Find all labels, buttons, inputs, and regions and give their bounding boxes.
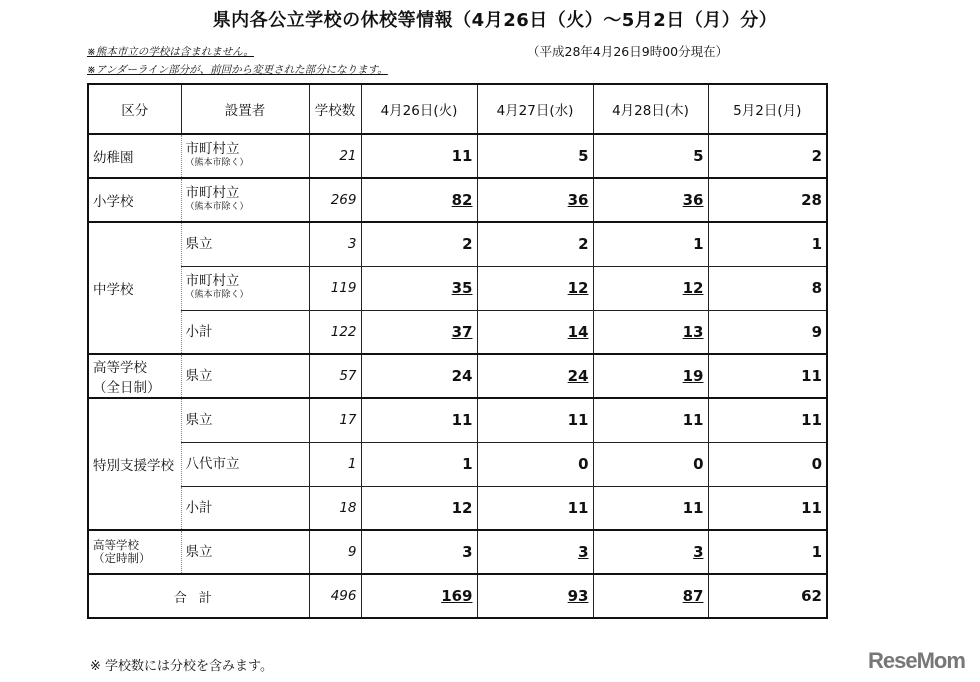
table-row [88, 398, 827, 442]
closure-value: 28 [801, 191, 822, 209]
closure-value: 12 [567, 279, 589, 297]
closure-value: 2 [578, 235, 589, 254]
resemom-logo: ReseMom [868, 648, 965, 673]
closure-value: 1 [811, 235, 822, 254]
closure-count [593, 530, 708, 574]
closure-count [708, 530, 827, 574]
closure-value: 11 [801, 411, 822, 430]
setter-note: （熊本市除く） [185, 290, 249, 300]
closure-table [87, 83, 828, 619]
school-count: 18 [309, 486, 361, 530]
total-row [88, 574, 827, 618]
closure-value: 36 [682, 191, 704, 209]
category-cell: 幼稚園 [88, 134, 181, 178]
setter-cell [181, 354, 309, 398]
closure-count [477, 442, 593, 486]
closure-value: 35 [451, 279, 473, 297]
setter-note: （熊本市除く） [185, 202, 249, 212]
closure-value: 82 [451, 191, 473, 209]
closure-count [593, 222, 708, 266]
school-count: 9 [309, 530, 361, 574]
setter-cell [181, 486, 309, 530]
closure-count [708, 134, 827, 178]
closure-count [593, 310, 708, 354]
setter-cell [181, 398, 309, 442]
school-count: 1 [309, 442, 361, 486]
setter-label: 県立 [185, 368, 213, 384]
school-count: 119 [309, 266, 361, 310]
closure-value: 11 [451, 411, 473, 430]
setter-label: 市町村立 [185, 273, 240, 289]
closure-value: 3 [693, 543, 704, 561]
table-row [88, 178, 827, 222]
total-label: 合計 [88, 574, 309, 618]
category-cell: 中学校 [88, 222, 181, 354]
closure-value: 5 [578, 147, 589, 165]
closure-count [708, 442, 827, 486]
table-row [88, 530, 827, 574]
closure-value: 0 [578, 455, 589, 473]
setter-label: 県立 [185, 412, 213, 429]
closure-value: 11 [801, 498, 822, 517]
closure-count [593, 398, 708, 442]
note-underline: ※アンダーライン部分が、前回から変更された部分になります。 [87, 64, 388, 76]
setter-label: 八代市立 [185, 456, 240, 472]
setter-label: 小計 [185, 499, 213, 516]
closure-value: 11 [682, 411, 704, 430]
closure-count [477, 134, 593, 178]
table-row [88, 354, 827, 398]
closure-count [477, 178, 593, 222]
table-row [88, 134, 827, 178]
closure-count [708, 354, 827, 398]
closure-value: 0 [693, 455, 704, 473]
school-count: 57 [309, 354, 361, 398]
closure-count [708, 222, 827, 266]
setter-cell [181, 266, 309, 310]
closure-count [361, 266, 477, 310]
closure-value: 5 [693, 147, 704, 165]
table-row [88, 442, 827, 486]
closure-count [708, 486, 827, 530]
setter-label: 市町村立 [185, 141, 240, 157]
closure-count [593, 442, 708, 486]
setter-cell [181, 178, 309, 222]
note-excluded: ※熊本市立の学校は含まれません。 [87, 46, 254, 58]
closure-count [361, 398, 477, 442]
closure-count [477, 486, 593, 530]
footer-note: ※ 学校数には分校を含みます。 [90, 659, 273, 674]
total-school-count: 496 [309, 574, 361, 618]
closure-value: 1 [811, 543, 822, 561]
closure-value: 11 [801, 367, 822, 385]
column-header: 4月26日(火) [361, 84, 477, 134]
setter-cell [181, 530, 309, 574]
closure-count [361, 354, 477, 398]
table-row [88, 310, 827, 354]
school-count: 3 [309, 222, 361, 266]
closure-value: 62 [801, 587, 822, 605]
setter-cell [181, 134, 309, 178]
total-closure-count [477, 574, 593, 618]
total-closure-count [593, 574, 708, 618]
school-count: 269 [309, 178, 361, 222]
closure-count [708, 398, 827, 442]
category-cell: 高等学校 （全日制） [88, 354, 181, 398]
closure-count [593, 354, 708, 398]
closure-value: 12 [451, 498, 473, 517]
closure-value: 8 [811, 279, 822, 297]
column-header: 4月28日(木) [593, 84, 708, 134]
closure-count [361, 178, 477, 222]
closure-count [361, 310, 477, 354]
closure-count [361, 442, 477, 486]
closure-value: 11 [567, 498, 589, 517]
closure-count [477, 530, 593, 574]
school-count: 21 [309, 134, 361, 178]
setter-label: 県立 [185, 544, 213, 560]
school-count: 17 [309, 398, 361, 442]
column-header: 学校数 [309, 84, 361, 134]
closure-count [477, 354, 593, 398]
closure-value: 36 [567, 191, 589, 209]
closure-count [593, 178, 708, 222]
table-row [88, 222, 827, 266]
closure-count [708, 266, 827, 310]
closure-value: 93 [567, 587, 589, 605]
closure-count [477, 266, 593, 310]
column-header: 4月27日(水) [477, 84, 593, 134]
closure-count [361, 134, 477, 178]
closure-value: 87 [682, 587, 704, 605]
setter-note: （熊本市除く） [185, 158, 249, 168]
closure-count [593, 486, 708, 530]
setter-label: 小計 [185, 323, 213, 340]
closure-value: 14 [567, 322, 589, 341]
closure-value: 0 [811, 455, 822, 473]
setter-label: 市町村立 [185, 185, 240, 201]
closure-value: 13 [682, 322, 704, 341]
closure-count [361, 222, 477, 266]
closure-value: 9 [811, 322, 822, 341]
total-closure-count [708, 574, 827, 618]
closure-count [361, 486, 477, 530]
closure-count [477, 310, 593, 354]
category-cell: 小学校 [88, 178, 181, 222]
category-cell: 高等学校 （定時制） [88, 530, 181, 574]
table-row [88, 266, 827, 310]
as-of-date: （平成28年4月26日9時00分現在） [527, 44, 729, 59]
setter-cell [181, 222, 309, 266]
closure-value: 2 [462, 235, 473, 254]
header-row [88, 84, 827, 134]
closure-value: 1 [693, 235, 704, 254]
closure-count [477, 398, 593, 442]
closure-value: 11 [567, 411, 589, 430]
table-row [88, 486, 827, 530]
closure-count [708, 310, 827, 354]
closure-value: 169 [441, 587, 473, 605]
setter-cell [181, 310, 309, 354]
closure-value: 37 [451, 322, 473, 341]
school-count: 122 [309, 310, 361, 354]
closure-value: 2 [811, 147, 822, 165]
closure-count [593, 134, 708, 178]
setter-label: 県立 [185, 236, 213, 253]
closure-value: 11 [682, 498, 704, 517]
closure-value: 3 [578, 543, 589, 561]
closure-count [477, 222, 593, 266]
closure-value: 11 [451, 147, 473, 165]
closure-value: 19 [682, 367, 704, 385]
closure-count [593, 266, 708, 310]
document-title: 県内各公立学校の休校等情報（4月26日（火）〜5月2日（月）分） [212, 10, 778, 31]
closure-value: 1 [462, 455, 473, 473]
category-cell: 特別支援学校 [88, 398, 181, 530]
column-header: 設置者 [181, 84, 309, 134]
closure-count [361, 530, 477, 574]
closure-value: 24 [567, 367, 589, 385]
closure-count [708, 178, 827, 222]
closure-value: 12 [682, 279, 704, 297]
total-closure-count [361, 574, 477, 618]
closure-value: 3 [462, 543, 473, 561]
column-header: 5月2日(月) [708, 84, 827, 134]
column-header: 区分 [88, 84, 181, 134]
setter-cell [181, 442, 309, 486]
closure-value: 24 [451, 367, 473, 385]
